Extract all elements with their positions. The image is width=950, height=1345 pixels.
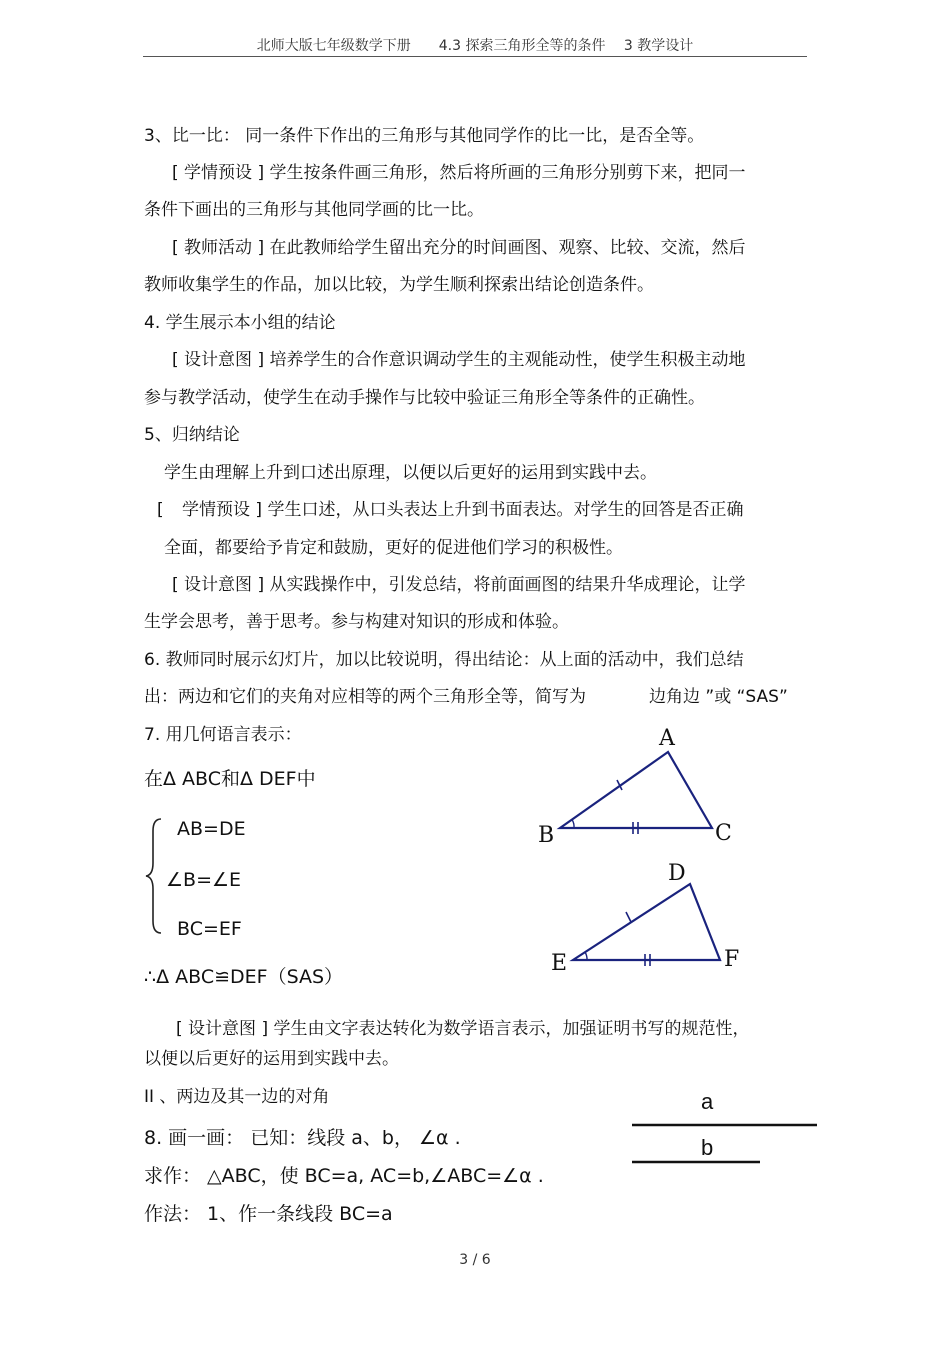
- vertex-f-label: F: [724, 947, 740, 972]
- header-divider: [143, 56, 807, 57]
- bracket-open: [: [157, 500, 164, 520]
- paragraph-summary-heading: 5、归纳结论: [144, 425, 240, 445]
- draw-known-statement: 8. 画一画： 已知：线段 a、b， ∠α .: [144, 1127, 461, 1149]
- triangle-figures: [530, 720, 790, 980]
- angle-e-arc: [585, 952, 587, 960]
- paragraph-slides-a: 6. 教师同时展示幻灯片，加以比较说明，得出结论：从上面的活动中，我们总结: [144, 650, 744, 670]
- paragraph-intent-2a: [ 设计意图 ] 从实践操作中，引发总结，将前面画图的结果升华成理论，让学: [172, 575, 746, 595]
- paragraph-teacher-b: 教师收集学生的作品，加以比较，为学生顺利探索出结论创造条件。: [144, 275, 654, 295]
- paragraph-preset-2b: 全面，都要给予肯定和鼓励，更好的促进他们学习的积极性。: [164, 538, 623, 558]
- tick-de: [626, 912, 631, 922]
- paragraph-teacher-a: [ 教师活动 ] 在此教师给学生留出充分的时间画图、观察、比较、交流，然后: [172, 238, 746, 258]
- paragraph-geometry-language: 7. 用几何语言表示：: [144, 725, 302, 745]
- paragraph-intent-1b: 参与教学活动，使学生在动手操作与比较中验证三角形全等条件的正确性。: [144, 388, 705, 408]
- paragraph-preset-1b: 条件下画出的三角形与其他同学画的比一比。: [144, 200, 484, 220]
- sas-abbreviation: 边角边 ”或 “SAS”: [649, 687, 788, 707]
- vertex-b-label: B: [538, 823, 555, 848]
- paragraph-intent-2b: 生学会思考，善于思考。参与构建对知识的形成和体验。: [144, 612, 569, 632]
- triangle-abc-outline: [560, 752, 712, 828]
- vertex-c-label: C: [715, 821, 732, 846]
- triangle-def: [551, 861, 739, 976]
- construct-requirement: 求作： △ABC，使 BC=a, AC=b,∠ABC=∠α .: [144, 1165, 544, 1187]
- paragraph-intent-3a: [ 设计意图 ] 学生由文字表达转化为数学语言表示，加强证明书写的规范性，: [176, 1019, 750, 1039]
- given-segments: [625, 1085, 825, 1170]
- page-number: 3 / 6: [459, 1252, 491, 1268]
- page-header: 北师大版七年级数学下册 4.3 探索三角形全等的条件 3 教学设计: [256, 38, 694, 54]
- paragraph-intent-3b: 以便以后更好的运用到实践中去。: [144, 1049, 399, 1069]
- condition-angle-b-e: ∠B=∠E: [166, 869, 242, 891]
- paragraph-compare: 3、比一比： 同一条件下作出的三角形与其他同学作的比一比，是否全等。: [144, 126, 705, 146]
- paragraph-summary-text: 学生由理解上升到口述出原理，以便以后更好的运用到实践中去。: [164, 463, 657, 483]
- paragraph-intent-1a: [ 设计意图 ] 培养学生的合作意识调动学生的主观能动性，使学生积极主动地: [172, 350, 746, 370]
- vertex-e-label: E: [551, 951, 568, 976]
- vertex-d-label: D: [668, 861, 686, 886]
- given-statement: 在Δ ABC和Δ DEF中: [144, 768, 316, 790]
- angle-b-arc: [572, 820, 574, 829]
- paragraph-preset-1a: [ 学情预设 ] 学生按条件画三角形，然后将所画的三角形分别剪下来，把同一: [172, 163, 746, 183]
- paragraph-slides-b: 出：两边和它们的夹角对应相等的两个三角形全等，简写为: [144, 687, 586, 707]
- conclusion-congruent: ∴Δ ABC≌DEF（SAS）: [144, 966, 344, 988]
- paragraph-preset-2a: 学情预设 ] 学生口述，从口头表达上升到书面表达。对学生的回答是否正确: [182, 500, 744, 520]
- construction-step-1: 作法： 1、作一条线段 BC=a: [144, 1203, 393, 1225]
- triangle-abc: [538, 726, 732, 848]
- condition-bc-ef: BC=EF: [177, 918, 242, 940]
- paragraph-show-conclusion: 4. 学生展示本小组的结论: [144, 313, 336, 333]
- section-two-sides-angle: II 、两边及其一边的对角: [144, 1087, 330, 1107]
- segment-b-label: b: [701, 1135, 714, 1160]
- segment-a-label: a: [701, 1089, 714, 1114]
- triangle-def-outline: [573, 884, 720, 960]
- vertex-a-label: A: [659, 726, 675, 751]
- condition-ab-de: AB=DE: [177, 818, 246, 840]
